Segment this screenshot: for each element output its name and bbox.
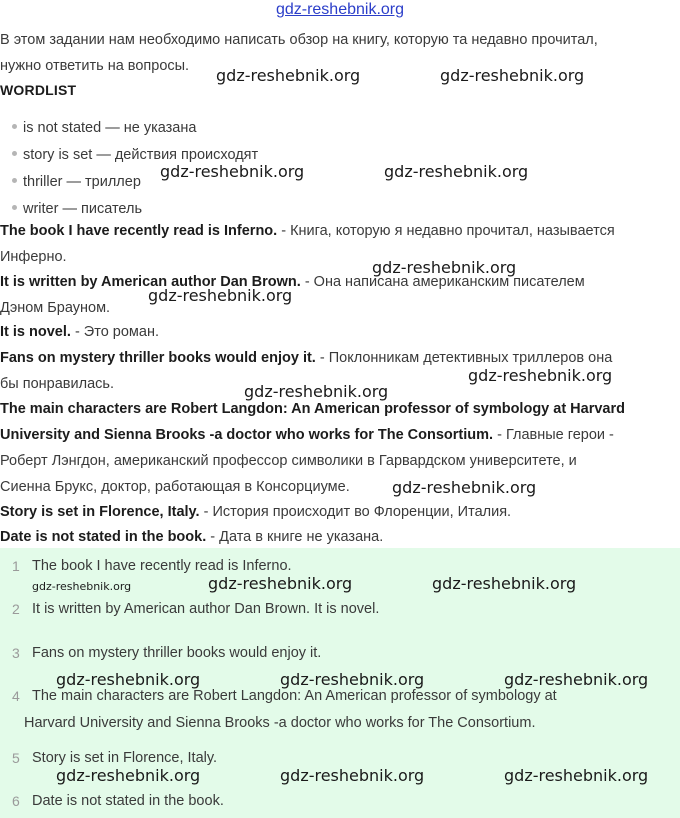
answer-number: 4 xyxy=(12,688,20,704)
watermark: gdz-reshebnik.org xyxy=(56,670,201,689)
qa-line: Инферно. xyxy=(0,249,67,265)
answer-number: 1 xyxy=(12,558,20,574)
answer-number: 5 xyxy=(12,750,20,766)
answer-number: 2 xyxy=(12,601,20,617)
intro-line-1: В этом задании нам необходимо написать обзор на книгу, которую та недавно прочитал, xyxy=(0,32,598,48)
answer-text: The main characters are Robert Langdon: An American professor of symbology at xyxy=(32,688,557,704)
answer-text: Fans on mystery thriller books would enjoy it. xyxy=(32,645,322,661)
watermark: gdz-reshebnik.org xyxy=(504,766,649,785)
watermark: gdz-reshebnik.org xyxy=(208,574,353,593)
answer-text: Date is not stated in the book. xyxy=(32,793,224,809)
watermark: gdz-reshebnik.org xyxy=(32,580,132,593)
bullet-icon xyxy=(12,205,17,210)
answer-text: The book I have recently read is Inferno. xyxy=(32,558,292,574)
answer-number: 3 xyxy=(12,645,20,661)
wordlist-item: story is set — действия происходят xyxy=(12,146,258,164)
wordlist-title: WORDLIST xyxy=(0,82,77,98)
watermark: gdz-reshebnik.org xyxy=(160,162,305,181)
wordlist-item: is not stated — не указана xyxy=(12,119,196,137)
watermark: gdz-reshebnik.org xyxy=(432,574,577,593)
watermark: gdz-reshebnik.org xyxy=(392,478,537,497)
qa-line: бы понравилась. xyxy=(0,376,114,392)
qa-line: The main characters are Robert Langdon: An American professor of symbology at Harvard xyxy=(0,401,625,417)
wordlist-item: writer — писатель xyxy=(12,200,142,218)
watermark: gdz-reshebnik.org xyxy=(468,366,613,385)
watermark: gdz-reshebnik.org xyxy=(56,766,201,785)
qa-line: It is written by American author Dan Brown. - Она написана американским писателем xyxy=(0,274,585,290)
qa-line: The book I have recently read is Inferno. - Книга, которую я недавно прочитал, называется xyxy=(0,223,615,239)
qa-line: Story is set in Florence, Italy. - История происходит во Флоренции, Италия. xyxy=(0,504,512,520)
site-header-link[interactable]: gdz-reshebnik.org xyxy=(275,1,405,18)
watermark: gdz-reshebnik.org xyxy=(280,766,425,785)
bullet-icon xyxy=(12,151,17,156)
qa-line: Сиенна Брукс, доктор, работающая в Консорциуме. xyxy=(0,479,350,495)
qa-line: Date is not stated in the book. - Дата в книге не указана. xyxy=(0,529,384,545)
watermark: gdz-reshebnik.org xyxy=(244,382,389,401)
watermark: gdz-reshebnik.org xyxy=(440,66,585,85)
bullet-icon xyxy=(12,178,17,183)
answer-text: It is written by American author Dan Brown. It is novel. xyxy=(32,601,380,617)
watermark: gdz-reshebnik.org xyxy=(216,66,361,85)
qa-line: Роберт Лэнгдон, американский профессор символики в Гарвардском университете, и xyxy=(0,453,577,469)
watermark: gdz-reshebnik.org xyxy=(148,286,293,305)
qa-line: It is novel. - Это роман. xyxy=(0,324,159,340)
qa-line: University and Sienna Brooks -a doctor who works for The Consortium. - Главные герои - xyxy=(0,427,614,443)
watermark: gdz-reshebnik.org xyxy=(504,670,649,689)
watermark: gdz-reshebnik.org xyxy=(280,670,425,689)
watermark: gdz-reshebnik.org xyxy=(384,162,529,181)
watermark: gdz-reshebnik.org xyxy=(372,258,517,277)
wordlist-item: thriller — триллер xyxy=(12,173,141,191)
bullet-icon xyxy=(12,124,17,129)
answer-text: Story is set in Florence, Italy. xyxy=(32,750,218,766)
intro-line-2: нужно ответить на вопросы. xyxy=(0,58,190,74)
answer-text: Harvard University and Sienna Brooks -a doctor who works for The Consortium. xyxy=(24,715,536,731)
qa-line: Fans on mystery thriller books would enjoy it. - Поклонникам детективных триллеров она xyxy=(0,350,613,366)
qa-line: Дэном Брауном. xyxy=(0,300,111,316)
answer-number: 6 xyxy=(12,793,20,809)
